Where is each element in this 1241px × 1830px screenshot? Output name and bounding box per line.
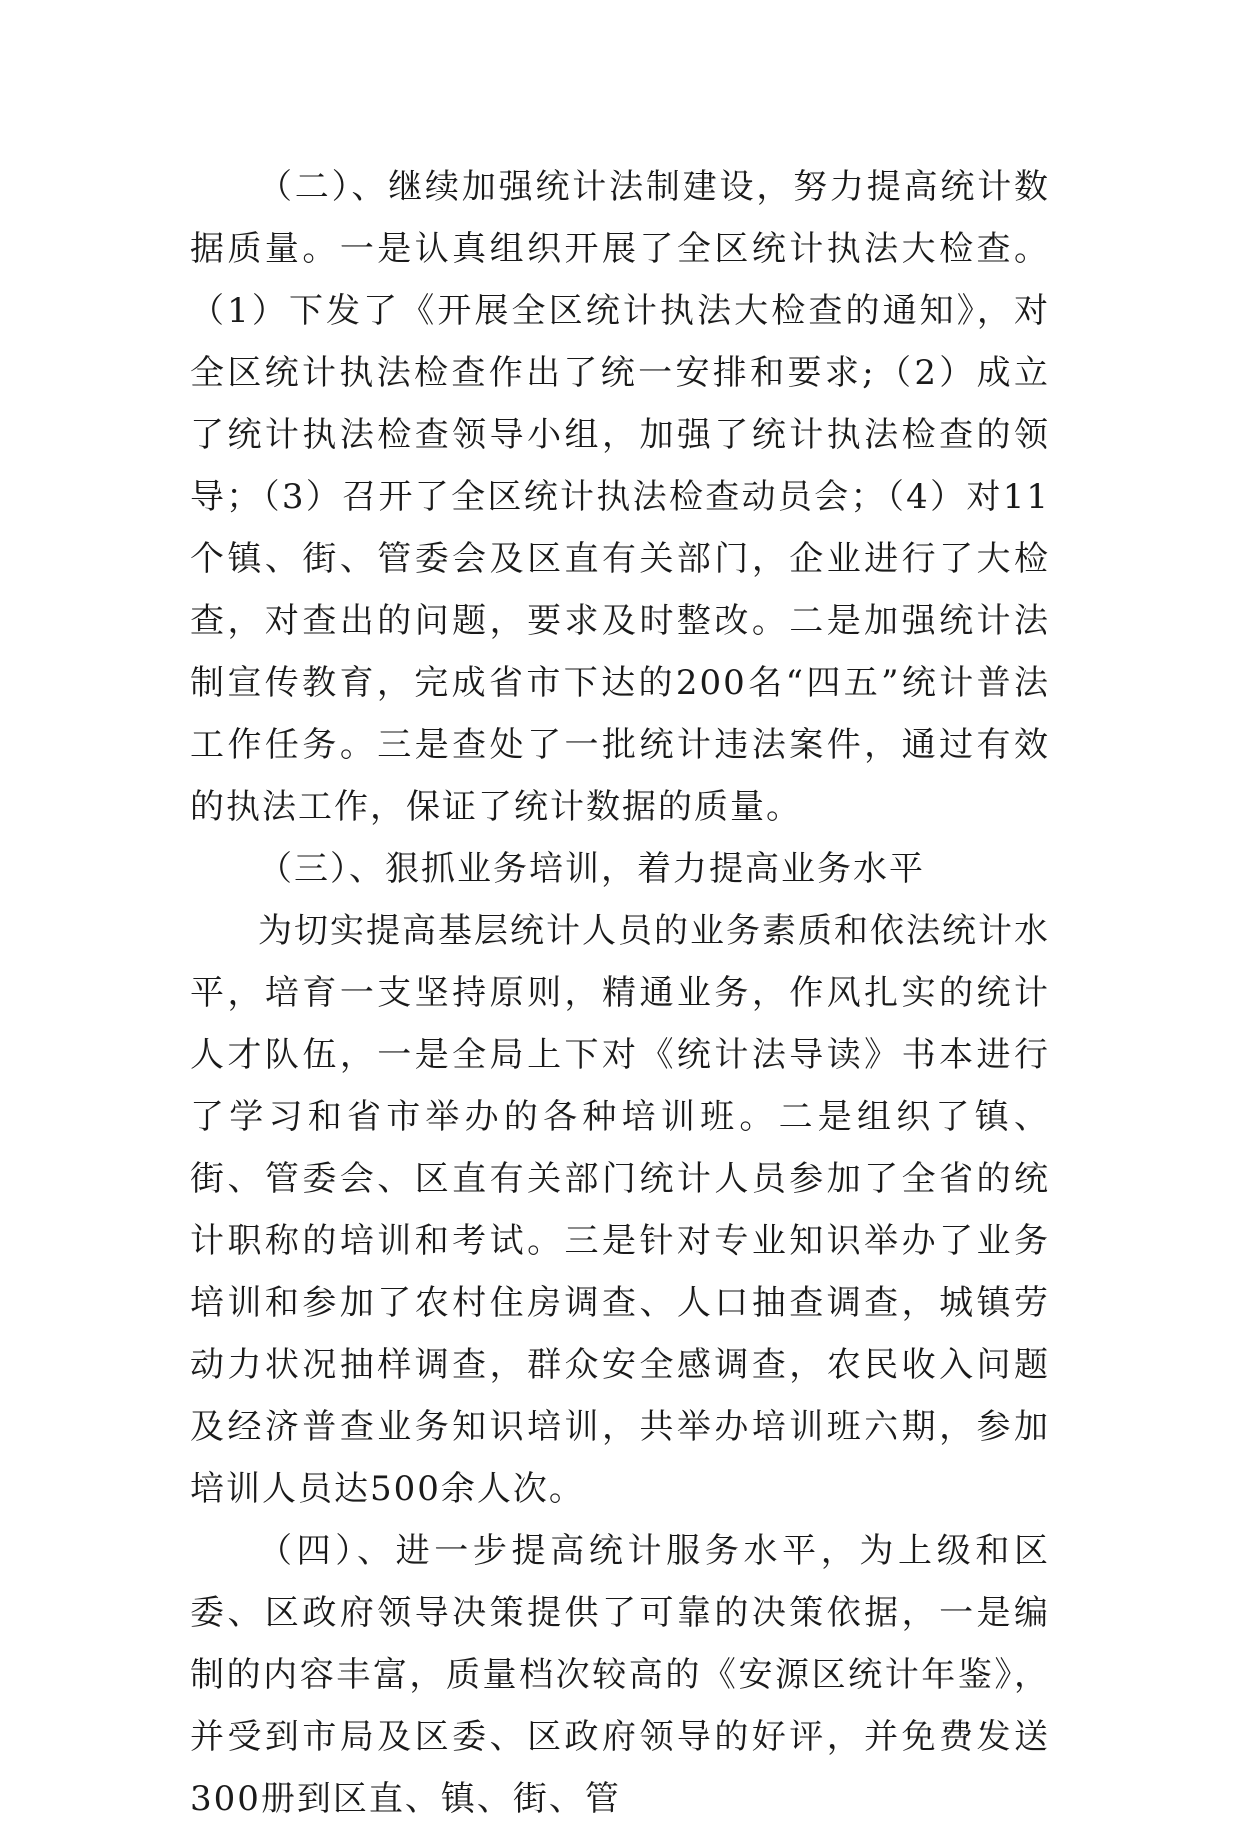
heading-business-training: （三）、狠抓业务培训，着力提高业务水平 [258, 849, 925, 889]
paragraph-service-level: （四）、进一步提高统计服务水平，为上级和区委、区政府领导决策提供了可靠的决策依据，一是编制的内容丰富，质量档次较高的《安源区统计年鉴》，并受到市局及区委、区政府领导的好评，并免费发送300册到区直、镇、街、管 [190, 1531, 1050, 1819]
document-body [190, 156, 1050, 1830]
paragraph-statistics-law: （二）、继续加强统计法制建设，努力提高统计数据质量。一是认真组织开展了全区统计执法大检查。（1）下发了《开展全区统计执法大检查的通知》，对全区统计执法检查作出了统一安排和要求;（2）成立了统计执法检查领导小组，加强了统计执法检查的领导；（3）召开了全区统计执法检查动员会；（4）对11个镇、街、管委会及区直有关部门，企业进行了大检查，对查出的问题，要求及时整改。二是加强统计法制宣传教育，完成省市下达的200名“四五”统计普法工作任务。三是查处了一批统计违法案件，通过有效的执法工作，保证了统计数据的质量。 [190, 167, 1050, 827]
paragraph-training: 为切实提高基层统计人员的业务素质和依法统计水平，培育一支坚持原则，精通业务，作风扎实的统计人才队伍，一是全局上下对《统计法导读》书本进行了学习和省市举办的各种培训班。二是组织了镇、街、管委会、区直有关部门统计人员参加了全省的统计职称的培训和考试。三是针对专业知识举办了业务培训和参加了农村住房调查、人口抽查调查，城镇劳动力状况抽样调查，群众安全感调查，农民收入问题及经济普查业务知识培训，共举办培训班六期，参加培训人员达500余人次。 [190, 911, 1050, 1509]
